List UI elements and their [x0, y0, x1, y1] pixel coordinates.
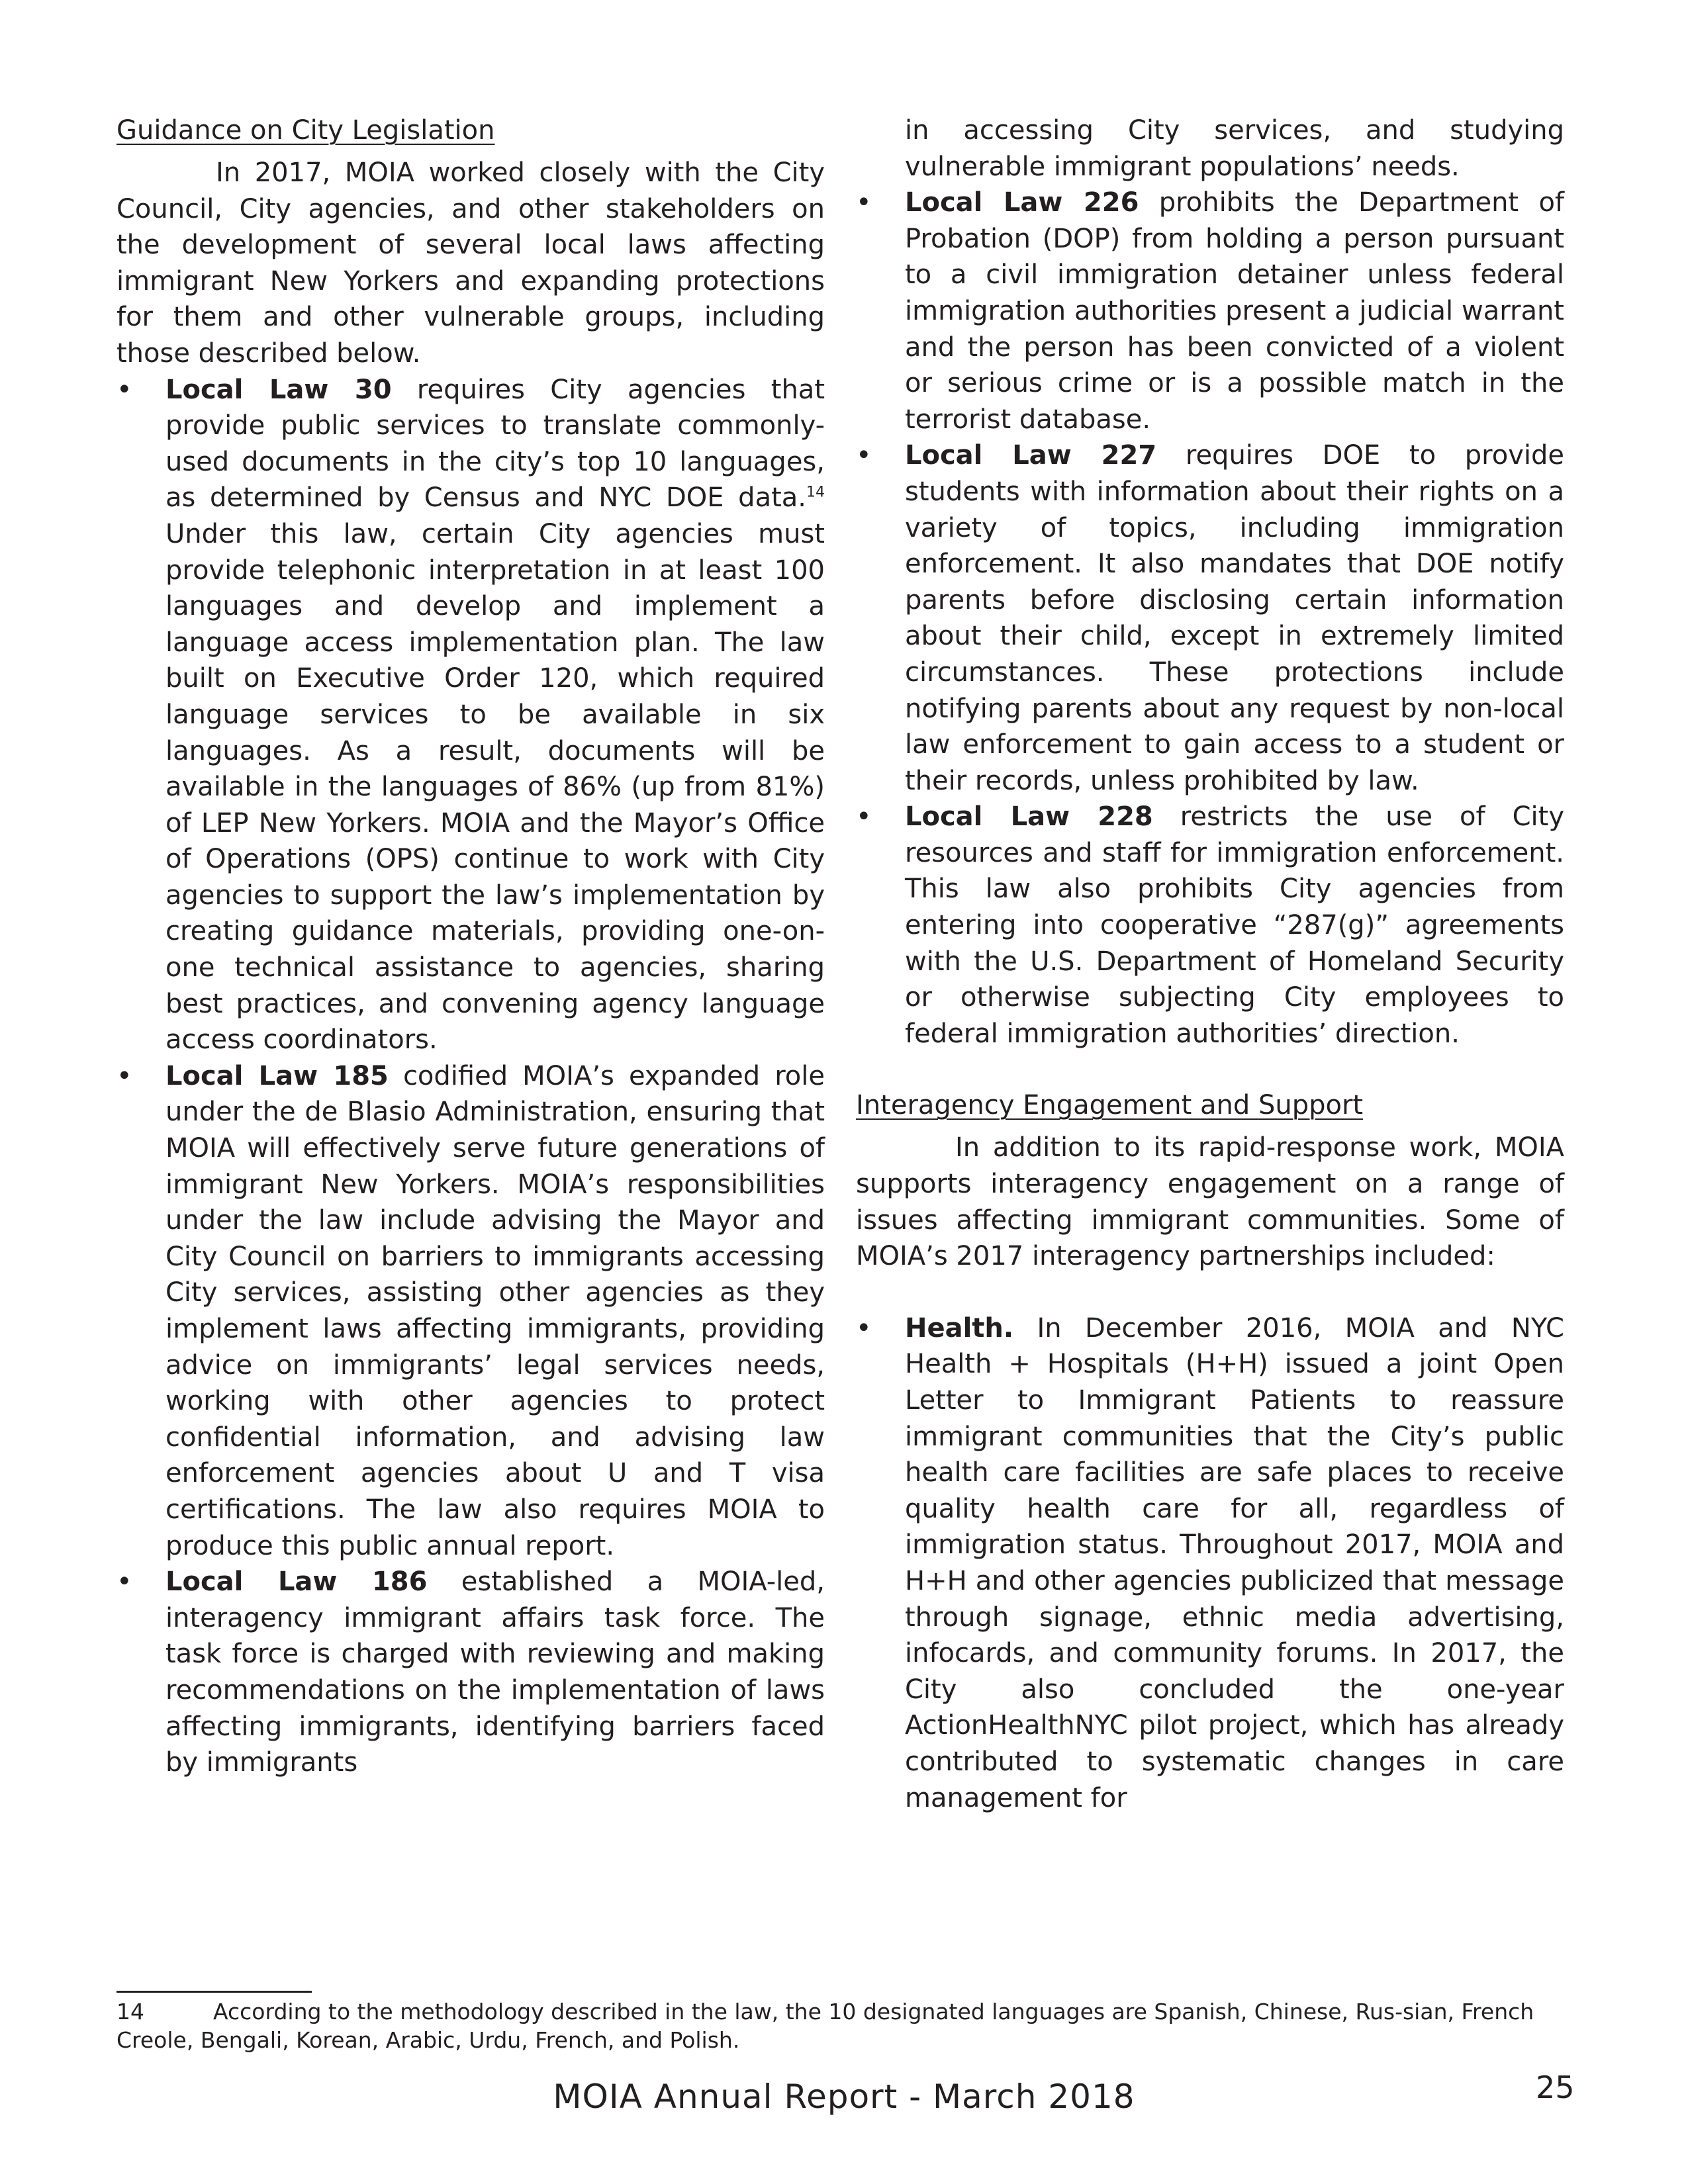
interagency-intro-paragraph: In addition to its rapid-response work, MOIA supports interagency engagement on a range of issues affecting immigrant communities. Some of MOIA’s 2017 interagency partnerships included: [856, 1132, 1564, 1272]
left-column [117, 113, 825, 1781]
law-description: codified MOIA’s expanded role under the de Blasio Administration, ensuring that MOIA will effectively serve future generations of immigrant New Yorkers. MOIA’s responsibilities under the law include advising the Mayor and City Council on barriers to immigrants accessing City services, assisting other agencies as they implement laws affecting immigrants, providing advice on immigrants’ legal services needs, working with other agencies to protect confidential information, and advising law enforcement agencies about U and T visa certifications. The law also requires MOIA to produce this public annual report. [165, 1060, 825, 1561]
law-name: Local Law 186 [165, 1567, 428, 1598]
right-column [856, 113, 1564, 1816]
list-item-local-law-228 [856, 799, 1564, 1052]
footer-title: MOIA Annual Report - March 2018 [553, 2077, 1135, 2116]
law-description: restricts the use of City resources and staff for immigration enforcement. This law also prohibits City agencies from entering into cooperative “287(g)” agreements with the U.S. Department of Homeland Security or otherwise subjecting City employees to federal immigration authorities’ direction. [905, 801, 1564, 1049]
law-name: Local Law 226 [905, 187, 1139, 218]
law-description: established a MOIA-led, interagency immigrant affairs task force. The task force is charged with reviewing and making recommendations on the implementation of laws affecting immigrants, identifying barriers faced by immigrants [165, 1567, 825, 1778]
partnerships-list [856, 1310, 1564, 1816]
list-item-local-law-186 [117, 1564, 825, 1781]
spacer [856, 1275, 1564, 1310]
section-heading-city-legislation: Guidance on City Legislation [117, 115, 495, 146]
footnote-reference: 14 [806, 484, 825, 502]
law-description: prohibits the Department of Probation (DOP) from holding a person pursuant to a civil immigration detainer unless federal immigration authorities present a judicial warrant and the person has been convicted of a violent or serious crime or is a possible match in the terrorist database. [905, 187, 1564, 435]
section-heading-interagency: Interagency Engagement and Support [856, 1090, 1364, 1121]
law-name: Local Law 228 [905, 801, 1153, 833]
footnote-text: According to the methodology described in the law, the 10 designated languages are Spanish, Chinese, Rus-sian, French Creole, Bengali, Korean, Arabic, Urdu, French, and Polish. [117, 1999, 1534, 2053]
law-name: Local Law 30 [165, 374, 392, 405]
law-name: Local Law 227 [905, 440, 1157, 471]
partnership-description: In December 2016, MOIA and NYC Health + Hospitals (H+H) issued a joint Open Letter to Immigrant Patients to reassure immigrant communities that the City’s public health care facilities are safe places to receive quality health care for all, regardless of immigration status. Throughout 2017, MOIA and H+H and other agencies publicized that message through signage, ethnic media advertising, infocards, and community forums. In 2017, the City also concluded the one-year ActionHealthNYC pilot project, which has already contributed to systematic changes in care management for [905, 1312, 1564, 1813]
list-item-local-law-30 [117, 372, 825, 1058]
footnote-divider [117, 1991, 312, 1993]
law-description: requires DOE to provide students with information about their rights on a variety of topics, including immigration enforcement. It also mandates that DOE notify parents before disclosing certain information about their child, except in extremely limited circumstances. These protections include notifying parents about any request by non-local law enforcement to gain access to a student or their records, unless prohibited by law. [905, 440, 1564, 796]
intro-paragraph: In 2017, MOIA worked closely with the City Council, City agencies, and other stakeholders on the development of several local laws affecting immigrant New Yorkers and expanding protections for them and other vulnerable groups, including those described below. [117, 158, 825, 369]
local-laws-list-continued [856, 185, 1564, 1052]
list-item-health [856, 1310, 1564, 1816]
law-name: Local Law 185 [165, 1060, 389, 1091]
list-item-local-law-185 [117, 1058, 825, 1564]
footnote-number: 14 [117, 1999, 144, 2025]
footnote [117, 1997, 1566, 2054]
law-description: requires City agencies that provide public services to translate commonly-used documents in the city’s top 10 languages, as determined by Census and NYC DOE data. [165, 374, 825, 514]
spacer [856, 1052, 1564, 1087]
list-item-continuation: in accessing City services, and studying vulnerable immigrant populations’ needs. [905, 115, 1564, 182]
list-item-local-law-226 [856, 185, 1564, 437]
local-laws-list [117, 372, 825, 1781]
partnership-name: Health. [905, 1312, 1014, 1343]
list-item-local-law-227 [856, 437, 1564, 799]
law-description-continued: Under this law, certain City agencies must provide telephonic interpretation in at least 100 languages and develop and implement a language access implementation plan. The law built on Executive Order 120, which required language services to be available in six languages. As a result, documents will be available in the languages of 86% (up from 81%) of LEP New Yorkers. MOIA and the Mayor’s Office of Operations (OPS) continue to work with City agencies to support the law’s implementation by creating guidance materials, providing one-on-one technical assistance to agencies, sharing best practices, and convening agency language access coordinators. [165, 518, 825, 1056]
page-number: 25 [1536, 2070, 1575, 2105]
